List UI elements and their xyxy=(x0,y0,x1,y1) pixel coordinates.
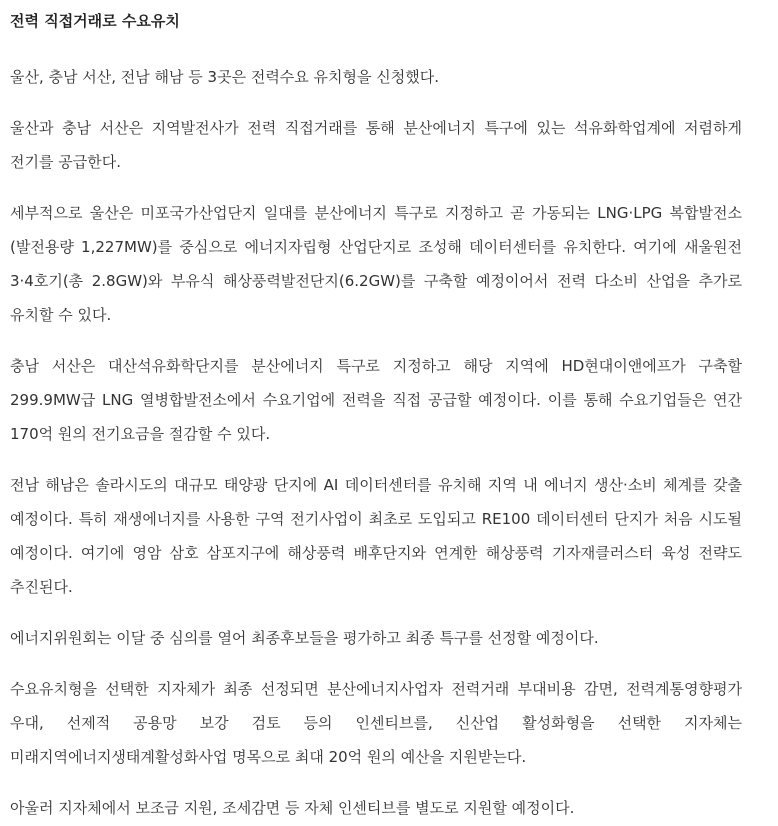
paragraph-haenam-details: 전남 해남은 솔라시도의 대규모 태양광 단지에 AI 데이터센터를 유치해 지역 내 에너지 생산·소비 체계를 갖출 예정이다. 특히 재생에너지를 사용한 구역 전기사업이 최초로 도입되고 RE100 데이터센터 단지가 처음 시도될 예정이다. 여기에 영암 삼호 삼포지구에 해상풍력 배후단지와 연계한 해상풍력 기자재클러스터 육성 전략도 추진된다. xyxy=(10,476,742,596)
paragraph-ulsan-details: 세부적으로 울산은 미포국가산업단지 일대를 분산에너지 특구로 지정하고 곧 가동되는 LNG·LPG 복합발전소(발전용량 1,227MW)를 중심으로 에너지자립형 산업단지로 조성해 데이터센터를 유치한다. 여기에 새울원전 3·4호기(총 2.8GW)와 부유식 해상풍력발전단지(6.2GW)를 구축할 예정이어서 전력 다소비 산업을 추가로 유치할 수 있다. xyxy=(10,204,742,324)
paragraph-demand-attraction-applicants: 울산, 충남 서산, 전남 해남 등 3곳은 전력수요 유치형을 신청했다. xyxy=(10,68,440,86)
section-heading: 전력 직접거래로 수요유치 xyxy=(10,12,180,30)
paragraph-energy-committee: 에너지위원회는 이달 중 심의를 열어 최종후보들을 평가하고 최종 특구를 선정할 예정이다. xyxy=(10,629,599,647)
paragraph-seosan-details: 충남 서산은 대산석유화학단지를 분산에너지 특구로 지정하고 해당 지역에 HD현대이앤에프가 구축할 299.9MW급 LNG 열병합발전소에서 수요기업에 전력을 직접 공급할 예정이다. 이를 통해 수요기업들은 연간 170억 원의 전기요금을 절감할 수 있다. xyxy=(10,357,742,443)
paragraph-incentives: 수요유치형을 선택한 지자체가 최종 선정되면 분산에너지사업자 전력거래 부대비용 감면, 전력계통영향평가 우대, 선제적 공용망 보강 검토 등의 인센티브를, 신산업 활성화형을 선택한 지자체는 미래지역에너지생태계활성화사업 명목으로 최대 20억 원의 예산을 지원받는다. xyxy=(10,680,742,766)
paragraph-ulsan-seosan-direct-trade: 울산과 충남 서산은 지역발전사가 전력 직접거래를 통해 분산에너지 특구에 있는 석유화학업계에 저렴하게 전기를 공급한다. xyxy=(10,119,742,171)
paragraph-local-incentives: 아울러 지자체에서 보조금 지원, 조세감면 등 자체 인센티브를 별도로 지원할 예정이다. xyxy=(10,799,575,817)
